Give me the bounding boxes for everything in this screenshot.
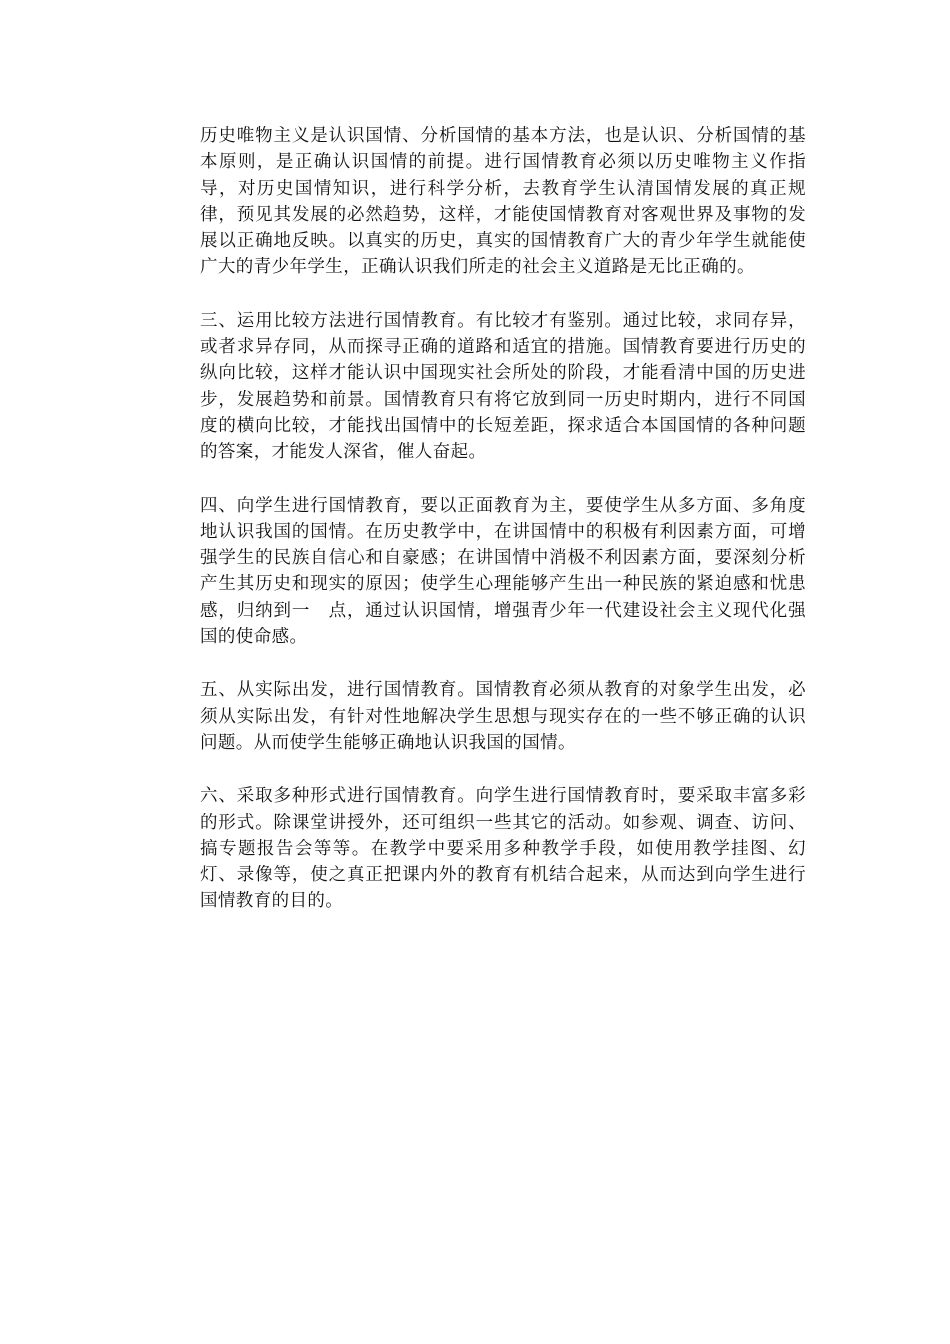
document-body bbox=[200, 123, 806, 942]
paragraph-practical-approach: 五、从实际出发，进行国情教育。国情教育必须从教育的对象学生出发，必须从实际出发，有针对性地解决学生思想与现实存在的一些不够正确的认识问题。从而使学生能够正确地认识我国的国情。 bbox=[200, 680, 806, 753]
paragraph-positive-education: 四、向学生进行国情教育，要以正面教育为主，要使学生从多方面、多角度地认识我国的国情。在历史教学中，在讲国情中的积极有利因素方面，可增强学生的民族自信心和自豪感；在讲国情中消极不利因素方面，要深刻分析产生其历史和现实的原因；使学生心理能够产生出一种民族的紧迫感和忧患感，归纳到一 点，通过认识国情，增强青少年一代建设社会主义现代化强国的使命感。 bbox=[200, 495, 806, 648]
paragraph-multiple-forms: 六、采取多种形式进行国情教育。向学生进行国情教育时，要采取丰富多彩的形式。除课堂讲授外，还可组织一些其它的活动。如参观、调查、访问、搞专题报告会等等。在教学中要采用多种教学手段，如使用教学挂图、幻灯、录像等，使之真正把课内外的教育有机结合起来，从而达到向学生进行国情教育的目的。 bbox=[200, 786, 806, 912]
paragraph-comparison-method: 三、运用比较方法进行国情教育。有比较才有鉴别。通过比较，求同存异，或者求异存同，从而探寻正确的道路和适宜的措施。国情教育要进行历史的纵向比较，这样才能认识中国现实社会所处的阶段，才能看清中国的历史进步，发展趋势和前景。国情教育只有将它放到同一历史时期内，进行不同国度的横向比较，才能找出国情中的长短差距，探求适合本国国情的各种问题的答案，才能发人深省，催人奋起。 bbox=[200, 310, 806, 463]
paragraph-historical-materialism: 历史唯物主义是认识国情、分析国情的基本方法，也是认识、分析国情的基本原则，是正确认识国情的前提。进行国情教育必须以历史唯物主义作指导，对历史国情知识，进行科学分析，去教育学生认清国情发展的真正规律，预见其发展的必然趋势，这样，才能使国情教育对客观世界及事物的发展以正确地反映。以真实的历史，真实的国情教育广大的青少年学生就能使广大的青少年学生，正确认识我们所走的社会主义道路是无比正确的。 bbox=[200, 126, 806, 278]
